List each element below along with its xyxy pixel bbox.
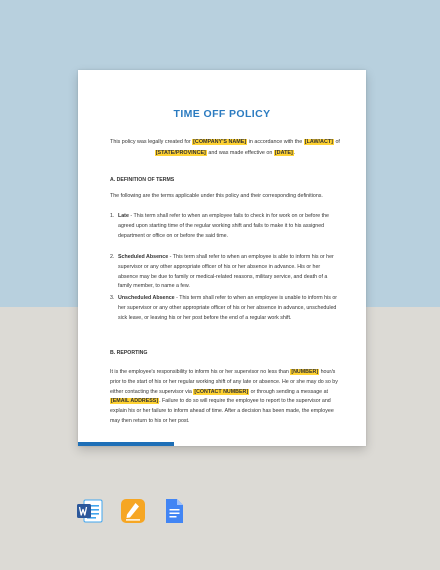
item-term: Late — [118, 213, 129, 219]
contact-number-placeholder: [CONTACT NUMBER] — [194, 388, 249, 395]
company-name-placeholder: [COMPANY'S NAME] — [193, 139, 247, 145]
intro-text: This policy was legally created for — [110, 139, 191, 145]
word-icon[interactable] — [76, 497, 104, 530]
google-docs-icon[interactable] — [160, 497, 188, 530]
pages-icon[interactable] — [119, 497, 147, 530]
intro-text: and was made effective on — [208, 150, 273, 156]
intro-paragraph — [110, 137, 340, 159]
page-accent-bar — [78, 442, 174, 446]
law-placeholder: [LAW/ACT] — [304, 139, 333, 145]
date-placeholder: [DATE] — [274, 150, 293, 156]
definition-item — [110, 253, 338, 292]
definition-item — [110, 212, 338, 241]
reporting-text: . Failure to do so will require the employee to report to the supervisor and explain his or her failure to inform ahead of time. After a decision has been made, the employee may then return to his or her post. — [110, 398, 334, 424]
item-text: - This term shall refer to when an employee fails to check in for work on or before the agreed upon starting time of the regular working shift and fails to make it to his assigned department or office on or before the said time. — [118, 213, 330, 239]
item-term: Scheduled Absence — [118, 254, 169, 260]
item-number: 1. — [110, 213, 115, 219]
item-text: - This term shall refer to when an employee is unable to inform his or her supervisor or any other appropriate officer of his or her absence in advance, unscheduled sick leave, or leaving his or her post before the end of a regular work shift. — [118, 295, 338, 321]
definitions-lead: The following are the terms applicable under this policy and their corresponding definitions. — [110, 193, 323, 199]
email-address-placeholder: [EMAIL ADDRESS] — [111, 398, 159, 405]
reporting-paragraph — [110, 368, 338, 427]
reporting-text: hour/s prior to the start of his or her regular working shift of any late or absence. He or she may do so by either contacting the supervisor via — [110, 369, 338, 395]
section-heading-definitions: A. DEFINITION OF TERMS — [110, 177, 175, 183]
definition-item — [110, 294, 338, 323]
reporting-text: It is the employee's responsibility to inform his or her supervisor no less than — [110, 369, 289, 375]
state-placeholder: [STATE/PROVINCE] — [155, 150, 206, 156]
number-placeholder: [NUMBER] — [291, 369, 319, 375]
item-number: 2. — [110, 254, 115, 260]
section-heading-reporting: B. REPORTING — [110, 350, 148, 356]
reporting-text: or through sending a message at — [250, 388, 329, 395]
intro-text: of — [335, 139, 340, 145]
intro-text: in accordance with the — [248, 139, 303, 145]
document-title: TIME OFF POLICY — [173, 108, 271, 120]
item-number: 3. — [110, 295, 115, 301]
document-page — [78, 70, 366, 446]
item-term: Unscheduled Absence — [118, 295, 175, 301]
item-text: - This term shall refer to when an employee is able to inform his or her supervisor or any other appropriate officer of his or her absence in advance. His or her absence may be due to family or medical-related reasons, military service, and death of a family member, to name a few. — [118, 254, 334, 290]
intro-text: . — [293, 150, 296, 156]
